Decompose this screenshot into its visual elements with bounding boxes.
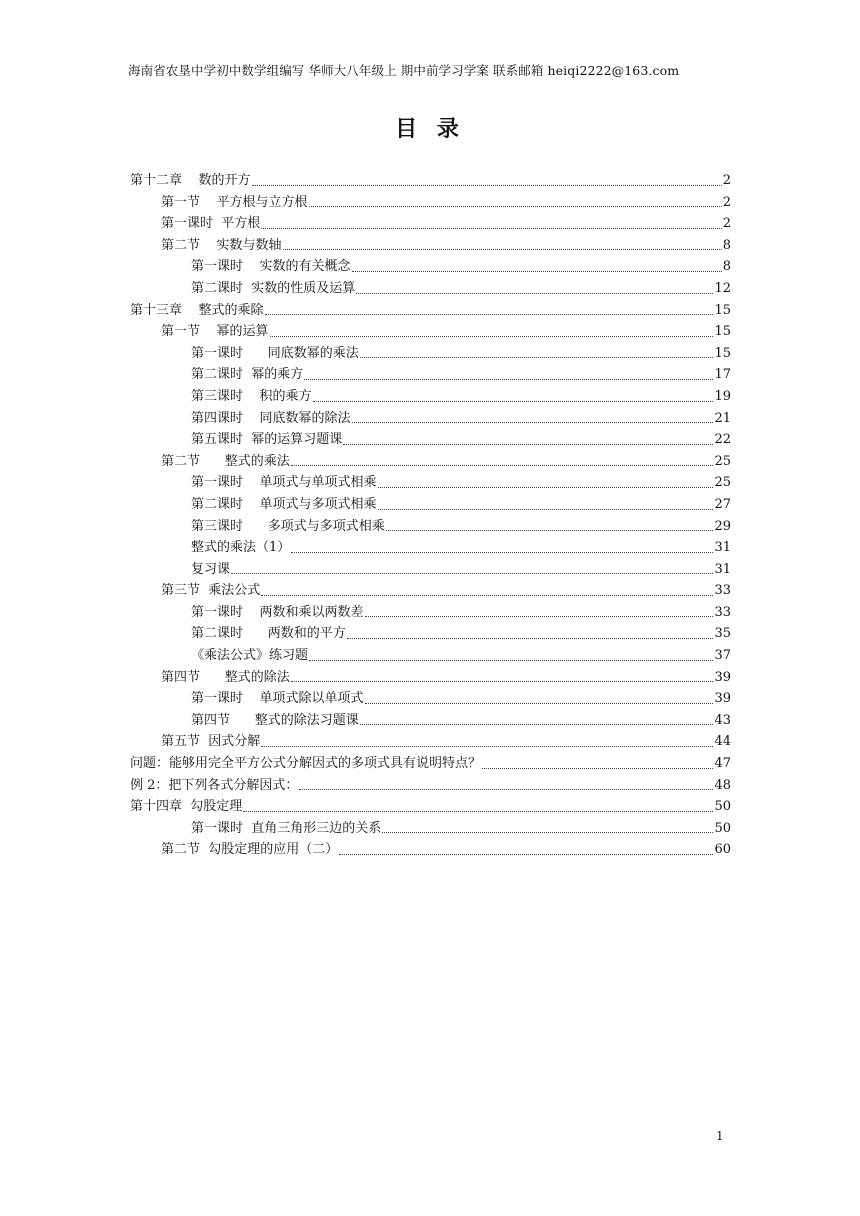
toc-entry-page: 48 [714,777,731,793]
toc-entry-page: 29 [714,518,731,534]
toc-dot-leader [382,831,713,833]
toc-dot-leader [299,788,713,790]
toc-entry-title: 例 2：把下列各式分解因式： [130,777,299,793]
table-of-contents [130,170,731,861]
toc-dot-leader [270,335,714,337]
page-number: 1 [716,1129,724,1143]
toc-entry-page: 43 [714,712,731,728]
toc-dot-leader [283,248,722,250]
toc-dot-leader [347,637,714,639]
toc-entry-page: 50 [714,799,731,815]
toc-entry-title: 第二节 实数与数轴 [161,237,282,253]
toc-entry[interactable] [130,451,731,473]
toc-entry-title: 第三课时 积的乘方 [191,388,312,404]
toc-entry-page: 37 [714,648,731,664]
toc-entry-title: 整式的乘法（1） [191,540,291,556]
toc-entry-title: 第五节 因式分解 [161,734,261,750]
toc-dot-leader [365,615,714,617]
toc-entry[interactable] [130,472,731,494]
toc-entry[interactable] [130,321,731,343]
toc-entry-page: 22 [714,432,731,448]
toc-entry-page: 47 [714,756,731,772]
toc-entry-page: 60 [714,842,731,858]
toc-entry[interactable] [130,300,731,322]
toc-entry[interactable] [130,559,731,581]
toc-entry[interactable] [130,235,731,257]
toc-entry[interactable] [130,386,731,408]
toc-dot-leader [261,227,721,229]
toc-entry-title: 第一课时 两数和乘以两数差 [191,604,364,620]
toc-entry-title: 复习课 [191,561,231,577]
toc-dot-leader [261,594,713,596]
toc-entry-title: 第四课时 同底数幂的除法 [191,410,351,426]
toc-entry-title: 第一节 平方根与立方根 [161,194,308,210]
toc-entry[interactable] [130,580,731,602]
toc-entry-title: 问题：能够用完全平方公式分解因式的多项式具有说明特点？ [130,756,482,772]
toc-entry[interactable] [130,278,731,300]
toc-dot-leader [309,659,713,661]
toc-entry-page: 33 [714,604,731,620]
toc-dot-leader [360,723,714,725]
toc-entry[interactable] [130,256,731,278]
toc-entry-page: 2 [722,173,731,188]
toc-entry[interactable] [130,494,731,516]
toc-dot-leader [265,313,714,315]
page-title: 目 录 [395,117,465,142]
toc-entry[interactable] [130,688,731,710]
toc-dot-leader [231,572,713,574]
toc-dot-leader [339,853,713,855]
toc-dot-leader [252,184,722,186]
toc-entry[interactable] [130,645,731,667]
toc-entry[interactable] [130,516,731,538]
toc-entry-title: 第一课时 平方根 [161,216,261,232]
toc-entry-title: 第二节 勾股定理的应用（二） [161,842,339,858]
toc-dot-leader [352,270,722,272]
toc-entry-title: 第一课时 单项式除以单项式 [191,691,364,707]
toc-entry-page: 15 [714,345,731,361]
toc-entry-title: 第十二章 数的开方 [130,173,251,188]
toc-entry-page: 27 [714,496,731,512]
toc-entry-title: 第四节 整式的除法习题课 [191,712,359,728]
toc-entry-page: 17 [714,367,731,383]
toc-entry-page: 2 [722,216,731,232]
toc-entry[interactable] [130,408,731,430]
toc-entry-title: 第四节 整式的除法 [161,669,290,685]
toc-entry[interactable] [130,343,731,365]
toc-entry-page: 12 [714,280,731,296]
toc-entry-title: 第一课时 同底数幂的乘法 [191,345,359,361]
toc-entry-page: 35 [714,626,731,642]
toc-entry[interactable] [130,839,731,861]
toc-entry-title: 第一节 幂的运算 [161,324,269,340]
toc-entry[interactable] [130,170,731,192]
toc-entry-title: 第二课时 幂的乘方 [191,367,304,383]
toc-entry-page: 31 [714,561,731,577]
toc-dot-leader [243,810,713,812]
toc-dot-leader [343,443,713,445]
toc-entry[interactable] [130,753,731,775]
toc-dot-leader [386,529,714,531]
toc-entry-page: 50 [714,820,731,836]
toc-entry[interactable] [130,796,731,818]
toc-entry-title: 第一课时 直角三角形三边的关系 [191,820,382,836]
toc-entry-title: 第一课时 实数的有关概念 [191,259,351,275]
toc-entry-title: 第五课时 幂的运算习题课 [191,432,343,448]
toc-dot-leader [261,745,713,747]
toc-entry[interactable] [130,602,731,624]
toc-entry[interactable] [130,364,731,386]
toc-entry-page: 39 [714,669,731,685]
toc-dot-leader [378,508,714,510]
toc-entry-title: 第三课时 多项式与多项式相乘 [191,518,385,534]
toc-entry-page: 25 [714,453,731,469]
toc-entry[interactable] [130,213,731,235]
toc-dot-leader [378,486,714,488]
toc-entry-page: 8 [722,237,731,253]
toc-dot-leader [309,205,722,207]
toc-entry-title: 第二课时 单项式与多项式相乘 [191,496,377,512]
toc-entry-title: 第十三章 整式的乘除 [130,302,264,318]
toc-entry-page: 33 [714,583,731,599]
toc-dot-leader [352,421,714,423]
toc-entry-page: 39 [714,691,731,707]
toc-entry[interactable] [130,192,731,214]
toc-entry-page: 8 [722,259,731,275]
toc-entry[interactable] [130,623,731,645]
toc-entry-title: 第二课时 两数和的平方 [191,626,346,642]
toc-entry-title: 第十四章 勾股定理 [130,799,243,815]
toc-entry-page: 25 [714,475,731,491]
toc-dot-leader [360,356,714,358]
toc-entry-title: 第三节 乘法公式 [161,583,261,599]
page-header: 海南省农垦中学初中数学组编写 华师大八年级上 期中前学习学案 联系邮箱 heiqi2222@163.com [128,63,680,78]
toc-dot-leader [365,702,714,704]
toc-entry[interactable] [130,710,731,732]
toc-entry[interactable] [130,775,731,797]
toc-dot-leader [482,767,713,769]
toc-entry[interactable] [130,818,731,840]
toc-entry-title: 第一课时 单项式与单项式相乘 [191,475,377,491]
toc-entry-page: 44 [714,734,731,750]
toc-entry[interactable] [130,429,731,451]
toc-entry-page: 15 [714,302,731,318]
toc-entry-title: 《乘法公式》练习题 [191,648,309,664]
toc-dot-leader [304,378,713,380]
toc-dot-leader [291,551,713,553]
toc-entry[interactable] [130,731,731,753]
toc-entry-page: 21 [714,410,731,426]
toc-entry-page: 15 [714,324,731,340]
toc-entry-page: 19 [714,388,731,404]
toc-entry-page: 2 [722,194,731,210]
toc-entry-title: 第二课时 实数的性质及运算 [191,280,356,296]
toc-dot-leader [291,464,714,466]
toc-entry[interactable] [130,537,731,559]
toc-entry-title: 第二节 整式的乘法 [161,453,290,469]
toc-dot-leader [291,680,714,682]
toc-dot-leader [356,292,713,294]
toc-dot-leader [313,400,714,402]
toc-entry-page: 31 [714,540,731,556]
toc-entry[interactable] [130,667,731,689]
